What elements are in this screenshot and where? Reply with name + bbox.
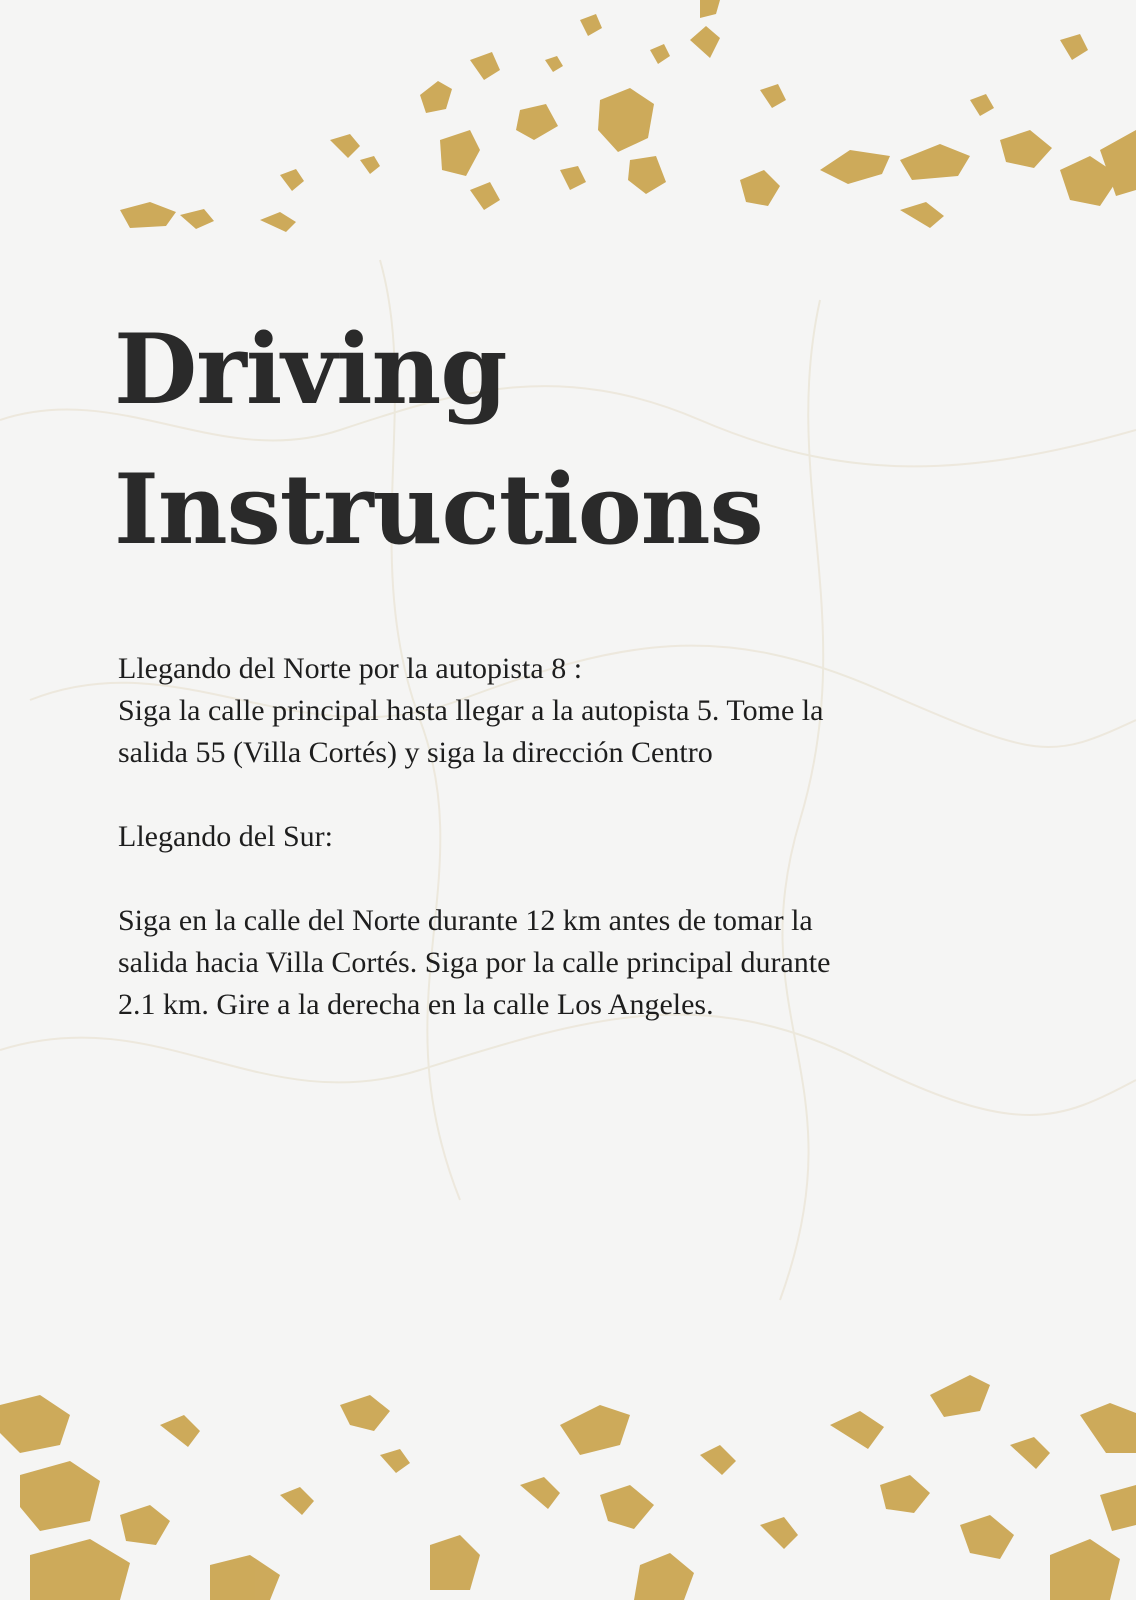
paragraph-gap <box>118 858 954 900</box>
south-line-3: 2.1 km. Gire a la derecha en la calle Los Angeles. <box>118 988 714 1021</box>
gold-marble-top <box>0 0 1136 235</box>
north-heading: Llegando del Norte por la autopista 8 : <box>118 652 583 685</box>
north-line-1: Siga la calle principal hasta llegar a la autopista 5. Tome la <box>118 694 824 727</box>
title-line-1: Driving <box>114 313 507 426</box>
instructions-content <box>114 300 954 1026</box>
south-line-1: Siga en la calle del Norte durante 12 km antes de tomar la <box>118 904 813 937</box>
instructions-body <box>118 648 954 1026</box>
south-line-2: salida hacia Villa Cortés. Siga por la calle principal durante <box>118 946 831 979</box>
gold-marble-bottom <box>0 1365 1136 1600</box>
title-line-2: Instructions <box>114 453 763 566</box>
north-line-2: salida 55 (Villa Cortés) y siga la dirección Centro <box>118 736 713 769</box>
page-title <box>114 300 954 580</box>
paragraph-gap <box>118 774 954 816</box>
south-heading: Llegando del Sur: <box>118 820 333 853</box>
